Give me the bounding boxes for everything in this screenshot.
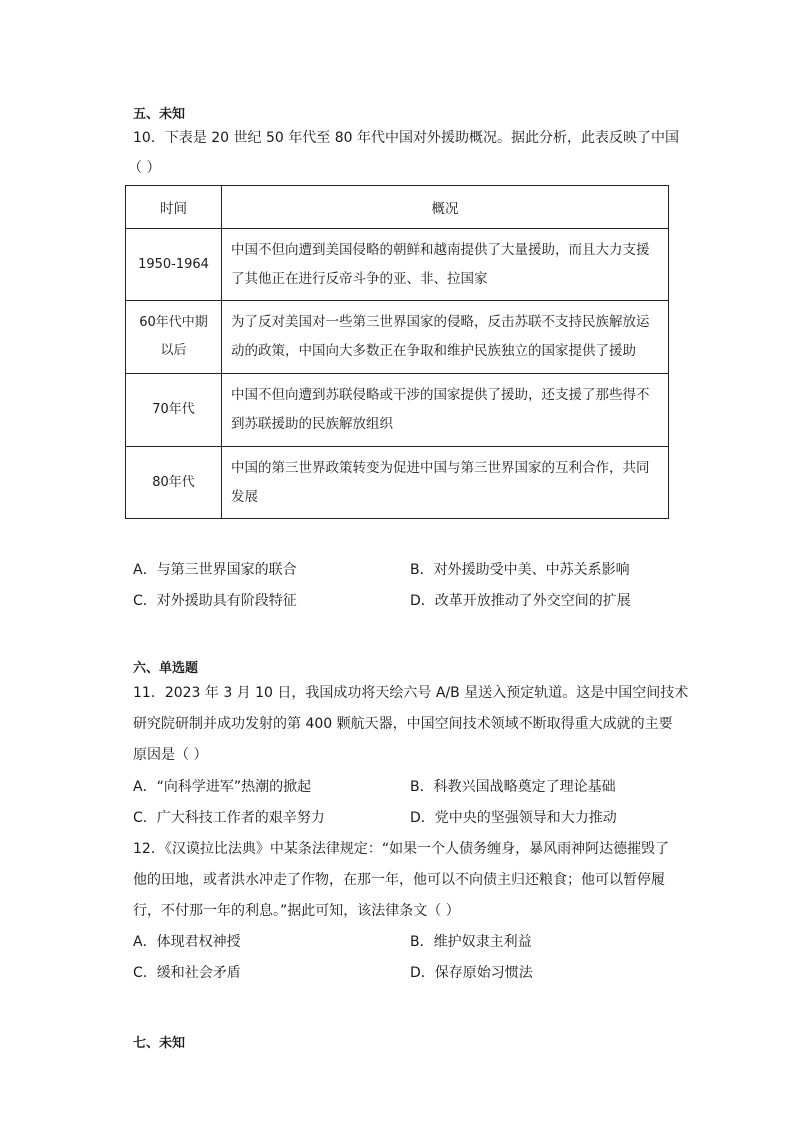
table-header-row [126,186,669,229]
table-cell-time: 70年代 [126,374,222,447]
table-header-overview: 概况 [222,186,669,229]
section-title-5: 五、未知 [133,107,186,122]
question-11-line3: 原因是（ ） [133,747,208,763]
q12-option-a: A．体现君权神授 [133,934,241,950]
aid-overview-table [125,185,669,519]
q10-option-a: A．与第三世界国家的联合 [133,562,297,578]
question-10-stem: 10．下表是 20 世纪 50 年代至 80 年代中国对外援助概况。据此分析，此表反映了中国 [133,130,679,146]
question-10-answer-blank: （ ） [128,160,161,176]
table-cell-time [126,301,222,374]
table-cell-desc: 中国的第三世界政策转变为促进中国与第三世界国家的互利合作，共同发展 [222,447,669,519]
q12-option-c: C．缓和社会矛盾 [133,965,241,981]
table-cell-time-line1: 60年代中期 [139,315,208,330]
q10-option-d: D．改革开放推动了外交空间的扩展 [410,593,631,609]
q11-option-d: D．党中央的坚强领导和大力推动 [410,810,617,826]
q11-option-b: B．科教兴国战略奠定了理论基础 [410,779,616,795]
table-row [126,229,669,301]
table-cell-desc: 中国不但向遭到苏联侵略或干涉的国家提供了援助，还支援了那些得不到苏联援助的民族解放组织 [222,374,669,447]
q12-option-d: D．保存原始习惯法 [410,965,533,981]
table-cell-time-line2: 以后 [160,343,187,358]
table-row [126,301,669,374]
section-title-7: 七、未知 [133,1036,186,1051]
q11-option-c: C．广大科技工作者的艰辛努力 [133,810,325,826]
table-header-time: 时间 [126,186,222,229]
table-cell-time: 80年代 [126,447,222,519]
q11-option-a: A．“向科学进军”热潮的掀起 [133,779,312,795]
q10-option-c: C．对外援助具有阶段特征 [133,593,297,609]
q12-option-b: B．维护奴隶主利益 [410,934,532,950]
table-cell-desc: 为了反对美国对一些第三世界国家的侵略，反击苏联不支持民族解放运动的政策，中国向大多数正在争取和维护民族独立的国家提供了援助 [222,301,669,374]
table-cell-time: 1950-1964 [126,229,222,301]
section-title-6: 六、单选题 [133,661,199,676]
q10-option-b: B．对外援助受中美、中苏关系影响 [410,562,630,578]
question-12-line2: 他的田地，或者洪水冲走了作物，在那一年，他可以不向债主归还粮食；他可以暂停履 [133,872,665,888]
question-12-line1: 12．《汉谟拉比法典》中某条法律规定：“如果一个人债务缠身，暴风雨神阿达德摧毁了 [133,841,670,857]
table-row [126,374,669,447]
question-12-line3: 行，不付那一年的利息。”据此可知，该法律条文（ ） [133,903,460,919]
table-row [126,447,669,519]
table-cell-desc: 中国不但向遭到美国侵略的朝鲜和越南提供了大量援助，而且大力支援了其他正在进行反帝斗争的亚、非、拉国家 [222,229,669,301]
question-11-line1: 11．2023 年 3 月 10 日，我国成功将天绘六号 A/B 星送入预定轨道。这是中国空间技术 [133,685,689,701]
question-11-line2: 研究院研制并成功发射的第 400 颗航天器，中国空间技术领域不断取得重大成就的主要 [133,716,673,732]
